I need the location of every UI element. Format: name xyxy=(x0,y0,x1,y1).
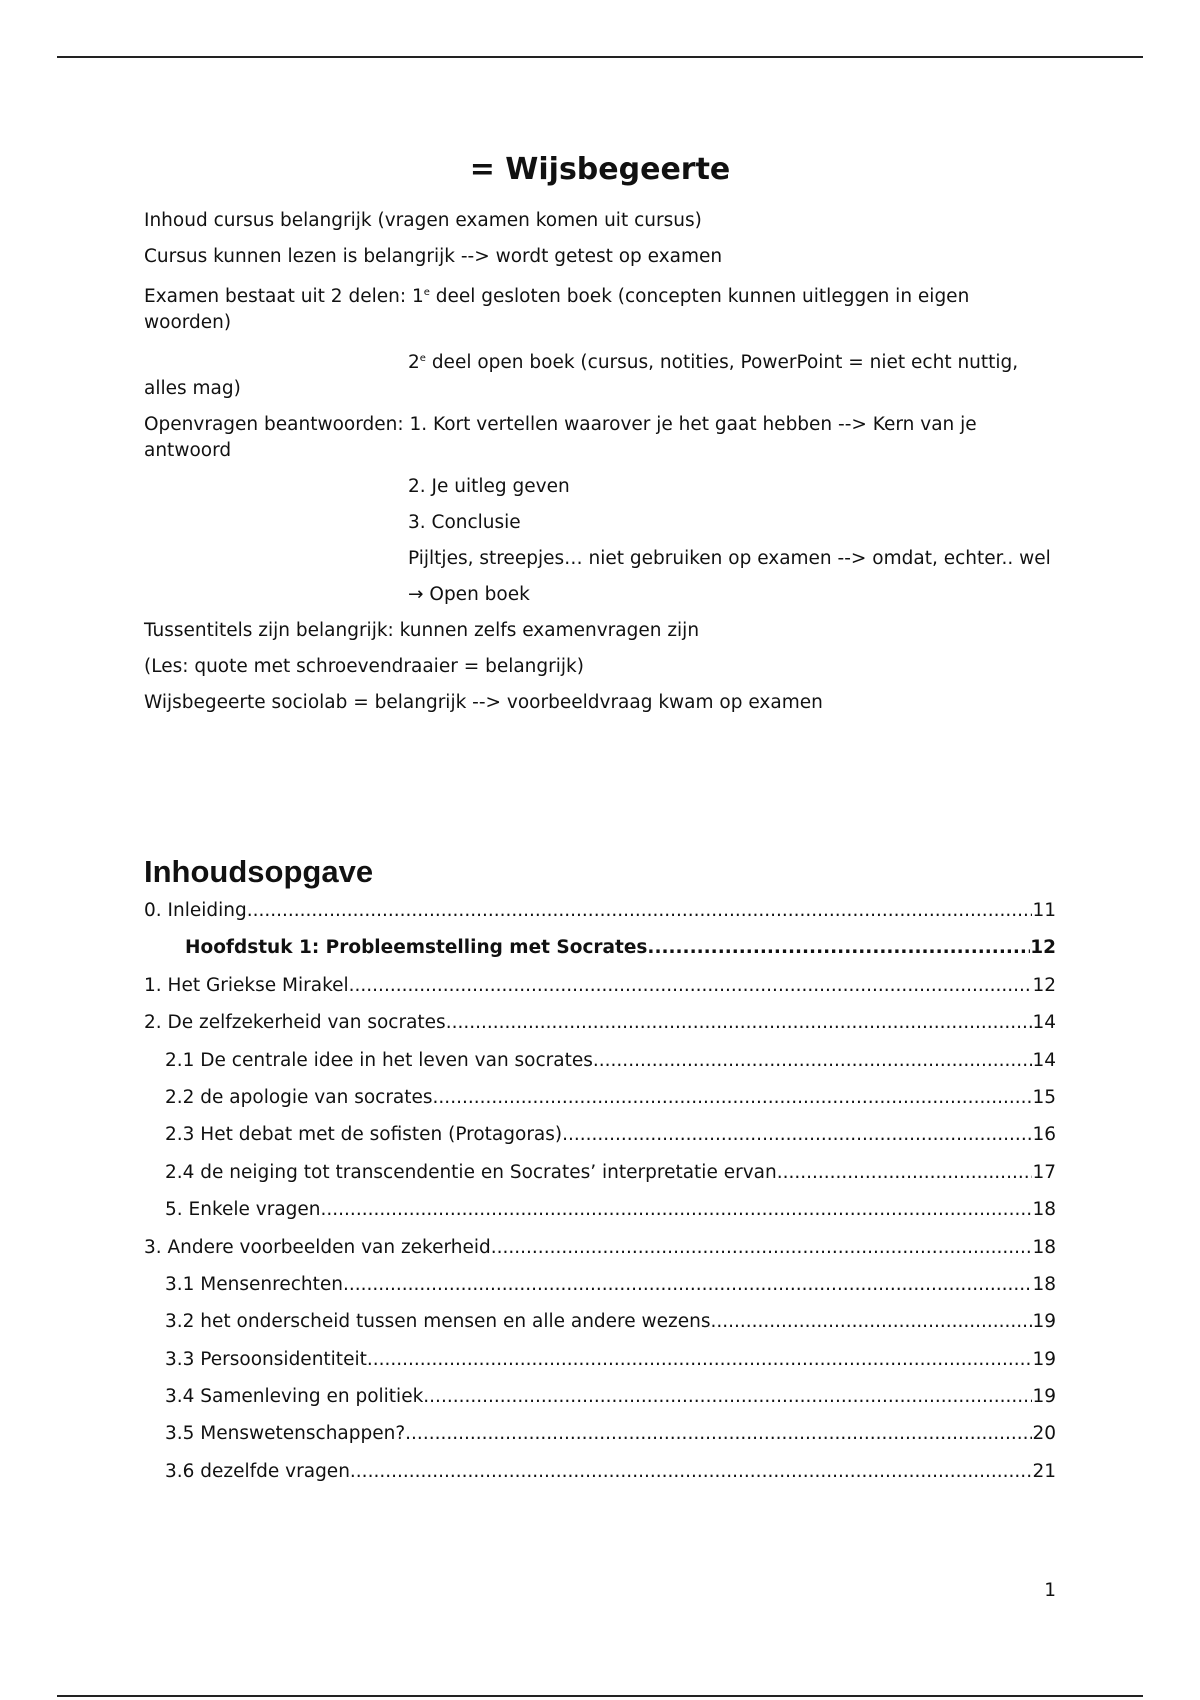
intro-line xyxy=(144,346,1056,412)
intro-text: deel gesloten boek (concepten kunnen uitleggen in eigen woorden) xyxy=(144,286,970,333)
toc-entry[interactable]: 3.1 Mensenrechten ..... 18 xyxy=(144,1272,1056,1309)
toc-entry[interactable]: 5. Enkele vragen ..... 18 xyxy=(144,1197,1056,1234)
intro-text: 2 xyxy=(408,352,420,373)
header-rule xyxy=(57,56,1143,58)
ordinal-superscript: e xyxy=(419,353,426,364)
toc-entry[interactable]: 2.2 de apologie van socrates ..... 15 xyxy=(144,1085,1056,1122)
toc-entry[interactable]: 3.4 Samenleving en politiek ..... 19 xyxy=(144,1384,1056,1421)
intro-line: → Open boek xyxy=(408,584,530,605)
intro-text: deel open boek (cursus, notities, PowerPoint = niet echt nuttig, alles mag) xyxy=(144,352,1019,399)
page-number: 1 xyxy=(1044,1580,1056,1601)
footer-rule xyxy=(57,1695,1143,1697)
toc-chapter-entry[interactable]: Hoofdstuk 1: Probleemstelling met Socrates ..... 12 xyxy=(144,935,1056,972)
toc-title: Inhoudsopgave xyxy=(144,854,374,889)
toc-entry[interactable]: 1. Het Griekse Mirakel ..... 12 xyxy=(144,973,1056,1010)
intro-notes xyxy=(144,208,1056,726)
intro-line: Inhoud cursus belangrijk (vragen examen komen uit cursus) xyxy=(144,210,702,231)
toc-entry[interactable]: 2.4 de neiging tot transcendentie en Socrates’ interpretatie ervan ..... 17 xyxy=(144,1160,1056,1197)
toc-entry[interactable]: 3.6 dezelfde vragen ..... 21 xyxy=(144,1459,1056,1496)
toc-entry[interactable]: 2. De zelfzekerheid van socrates ..... 14 xyxy=(144,1010,1056,1047)
intro-line xyxy=(144,280,1056,346)
intro-line: Cursus kunnen lezen is belangrijk --> wordt getest op examen xyxy=(144,246,723,267)
table-of-contents xyxy=(144,898,1056,1496)
intro-line: 3. Conclusie xyxy=(408,512,521,533)
toc-entry[interactable]: 3.5 Menswetenschappen? ..... 20 xyxy=(144,1421,1056,1458)
intro-line: Wijsbegeerte sociolab = belangrijk --> voorbeeldvraag kwam op examen xyxy=(144,692,823,713)
toc-entry[interactable]: 3.3 Persoonsidentiteit ..... 19 xyxy=(144,1347,1056,1384)
toc-entry[interactable]: 3.2 het onderscheid tussen mensen en alle andere wezens ..... 19 xyxy=(144,1309,1056,1346)
intro-line: Tussentitels zijn belangrijk: kunnen zelfs examenvragen zijn xyxy=(144,620,700,641)
document-title: = Wijsbegeerte xyxy=(469,152,731,187)
intro-line: (Les: quote met schroevendraaier = belangrijk) xyxy=(144,656,584,677)
toc-entry[interactable]: 2.3 Het debat met de sofisten (Protagoras) ..... 16 xyxy=(144,1122,1056,1159)
intro-line: 2. Je uitleg geven xyxy=(408,476,570,497)
intro-line: Openvragen beantwoorden: 1. Kort vertellen waarover je het gaat hebben --> Kern van je antwoord xyxy=(144,414,977,461)
intro-line: Pijltjes, streepjes… niet gebruiken op examen --> omdat, echter.. wel xyxy=(408,548,1051,569)
toc-entry[interactable]: 0. Inleiding ..... 11 xyxy=(144,898,1056,935)
toc-entry[interactable]: 2.1 De centrale idee in het leven van socrates ..... 14 xyxy=(144,1048,1056,1085)
ordinal-superscript: e xyxy=(423,287,430,298)
page-content xyxy=(144,150,1056,1496)
toc-entry[interactable]: 3. Andere voorbeelden van zekerheid ..... 18 xyxy=(144,1235,1056,1272)
intro-text: Examen bestaat uit 2 delen: 1 xyxy=(144,286,424,307)
